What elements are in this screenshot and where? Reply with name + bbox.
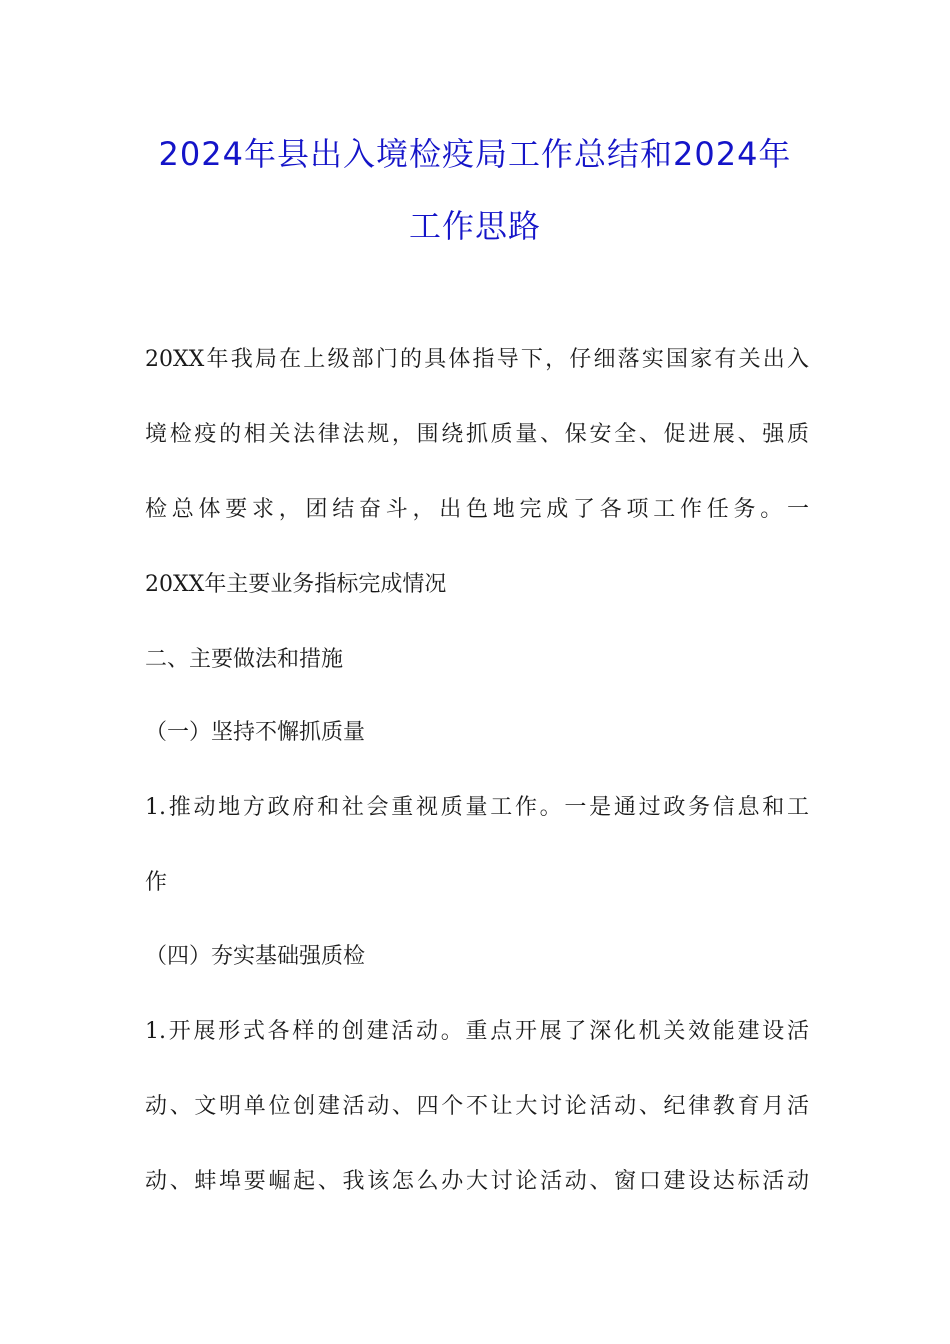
body-line-3: 检总体要求，团结奋斗，出色地完成了各项工作任务。一 (145, 497, 809, 522)
body-line-2: 境检疫的相关法律法规，围绕抓质量、保安全、促进展、强质 (145, 422, 809, 447)
section-heading-2: 二、主要做法和措施 (145, 647, 344, 672)
body-line-8: 作 (145, 870, 168, 895)
document-title-line-1: 2024年县出入境检疫局工作总结和2024年 (158, 135, 792, 173)
document-title-line-2: 工作思路 (408, 207, 541, 245)
body-line-7: 1.推动地方政府和社会重视质量工作。一是通过政务信息和工 (145, 795, 809, 820)
body-line-10: 1.开展形式各样的创建活动。重点开展了深化机关效能建设活 (145, 1019, 809, 1044)
body-line-11: 动、文明单位创建活动、四个不让大讨论活动、纪律教育月活 (145, 1094, 809, 1119)
body-line-4: 20XX年主要业务指标完成情况 (145, 572, 447, 597)
subsection-heading-1: （一）坚持不懈抓质量 (145, 720, 366, 745)
subsection-heading-4: （四）夯实基础强质检 (145, 944, 366, 969)
body-line-12: 动、蚌埠要崛起、我该怎么办大讨论活动、窗口建设达标活动 (145, 1169, 809, 1194)
body-line-1: 20XX年我局在上级部门的具体指导下，仔细落实国家有关出入 (145, 347, 809, 372)
